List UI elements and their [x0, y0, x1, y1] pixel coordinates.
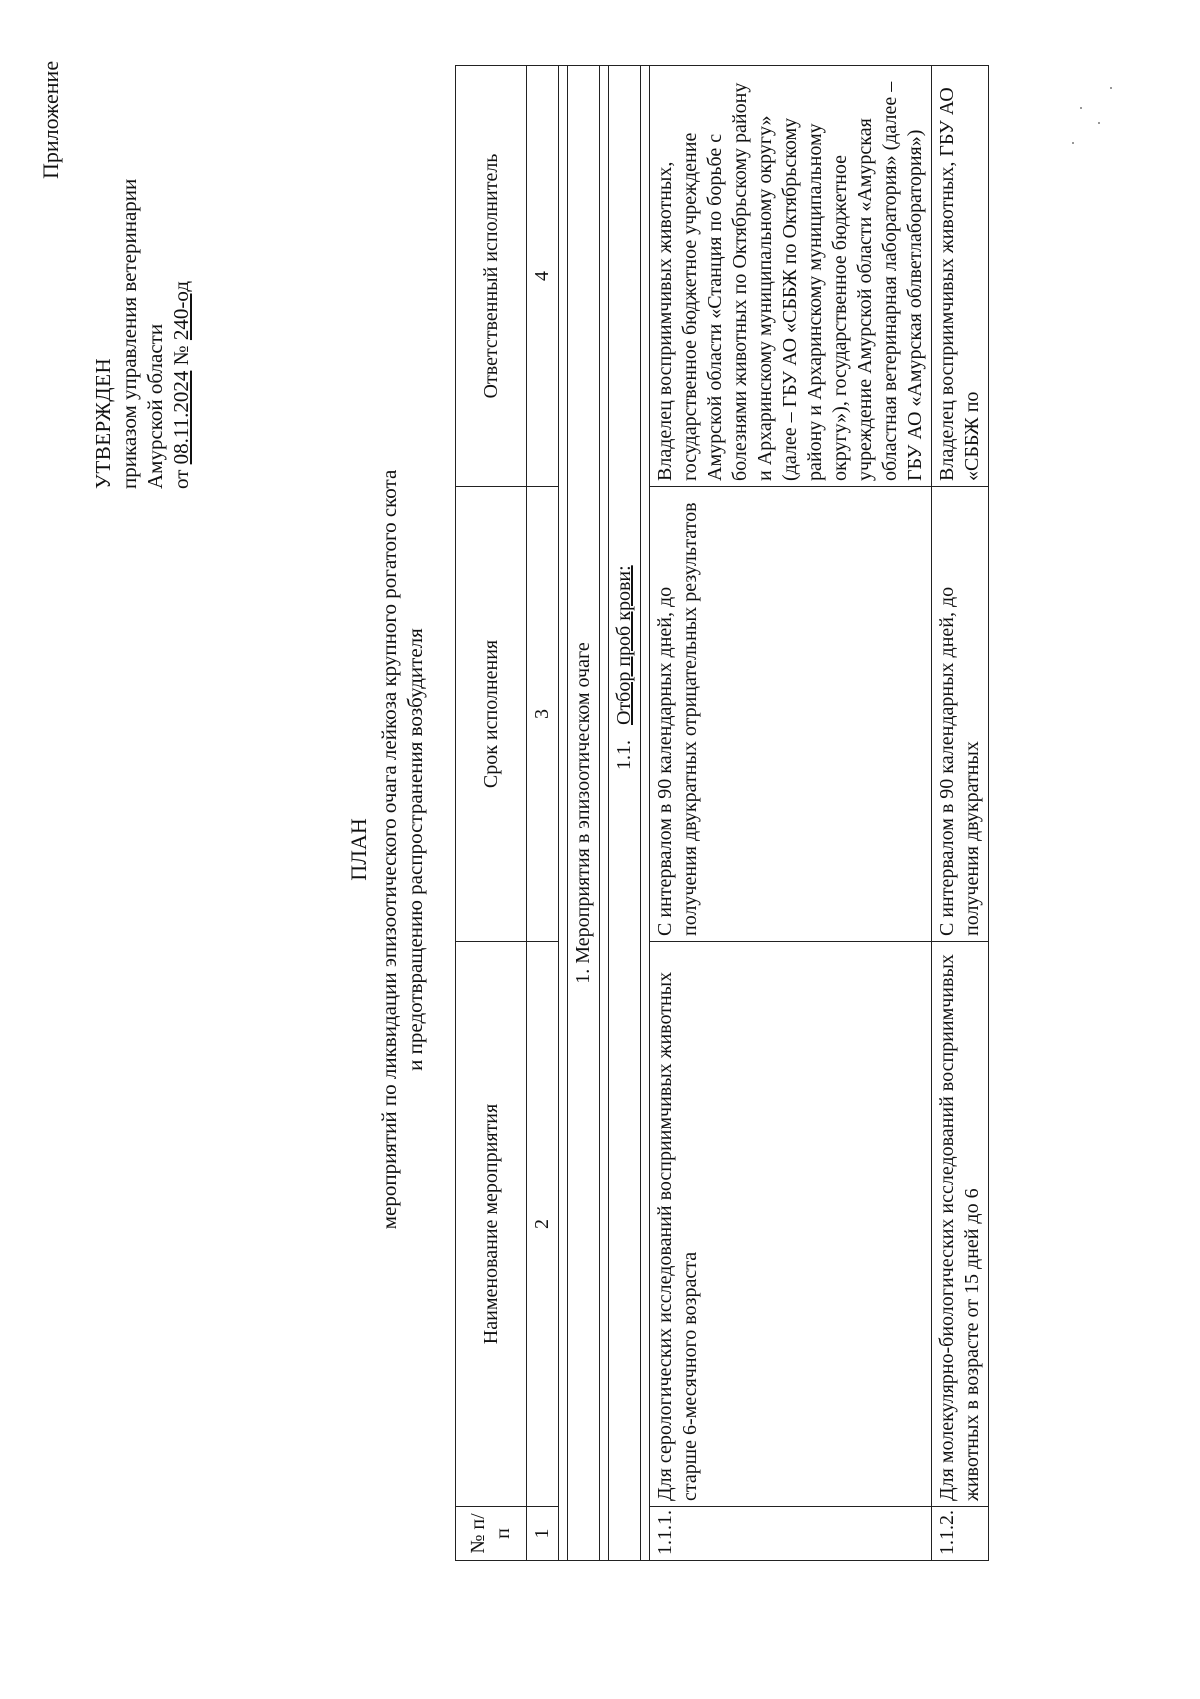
- header-cell-deadline: Срок исполнения: [456, 487, 527, 942]
- order-date: 08.11.2024: [169, 370, 193, 465]
- approval-title: УТВЕРЖДЕН: [91, 357, 115, 489]
- header-cell-number: № п/п: [456, 1507, 527, 1561]
- column-number: 2: [527, 942, 559, 1507]
- header-cell-responsible: Ответственный исполнитель: [456, 66, 527, 487]
- header-cell-name: Наименование мероприятия: [456, 942, 527, 1507]
- column-number: 4: [527, 66, 559, 487]
- order-number-prefix: №: [169, 340, 193, 371]
- column-number: 1: [527, 1507, 559, 1561]
- approval-block: [90, 179, 194, 489]
- spacer-cell: [559, 66, 568, 1561]
- spacer-row: [641, 66, 650, 1561]
- subsection-heading: [609, 66, 641, 1561]
- subsection-number: 1.1.: [613, 740, 635, 770]
- row-name: Для серологических исследований восприимчивых животных старше 6-месячного возраста: [650, 942, 932, 1507]
- appendix-label: Приложение: [38, 60, 63, 179]
- plan-subtitle-line: и предотвращению распространения возбудителя: [403, 628, 427, 1071]
- row-deadline: С интервалом в 90 календарных дней, до получения двукратных отрицательных результатов: [650, 487, 932, 942]
- table-header-row: [456, 66, 527, 1561]
- table-row: [932, 66, 989, 1561]
- approval-line: Амурской области: [143, 323, 167, 489]
- plan-table: [455, 65, 989, 1561]
- section-heading: 1. Мероприятия в эпизоотическом очаге: [568, 66, 600, 1561]
- order-number: 240-од: [169, 280, 193, 341]
- column-number-row: [527, 66, 559, 1561]
- row-deadline: С интервалом в 90 календарных дней, до получения двукратных: [932, 487, 989, 942]
- row-responsible: Владелец восприимчивых животных, государственное бюджетное учреждение Амурской области «Станция по борьбе с болезнями животных по Октябрьскому району и Архаринскому муниципальному округу» (далее – ГБУ АО «СББЖ по Октябрьскому району и Архаринскому муниципальному округу»), государственное бюджетное учреждение Амурской области «Амурская областная ветеринарная лаборатория» (далее – ГБУ АО «Амурская облветлаборатория»): [650, 66, 932, 487]
- column-number: 3: [527, 487, 559, 942]
- row-number: 1.1.1.: [650, 1507, 932, 1561]
- approval-line: приказом управления ветеринарии: [117, 178, 141, 489]
- row-responsible: Владелец восприимчивых животных, ГБУ АО «СББЖ по: [932, 66, 989, 487]
- approval-order-line: [168, 179, 194, 489]
- plan-subtitle: [376, 0, 428, 1699]
- spacer-cell: [600, 66, 609, 1561]
- row-number: 1.1.2.: [932, 1507, 989, 1561]
- spacer-cell: [641, 66, 650, 1561]
- spacer-row: [559, 66, 568, 1561]
- order-prefix: от: [169, 464, 193, 489]
- subsection-row: [609, 66, 641, 1561]
- plan-title: ПЛАН: [346, 818, 371, 881]
- plan-subtitle-line: мероприятий по ликвидации эпизоотического очага лейкоза крупного рогатого скота: [377, 469, 401, 1230]
- section-row: [568, 66, 600, 1561]
- subsection-label: Отбор проб крови:: [613, 565, 635, 725]
- row-name: Для молекулярно-биологических исследований восприимчивых животных в возрасте от 15 дней до 6: [932, 942, 989, 1507]
- table-row: [650, 66, 932, 1561]
- spacer-row: [600, 66, 609, 1561]
